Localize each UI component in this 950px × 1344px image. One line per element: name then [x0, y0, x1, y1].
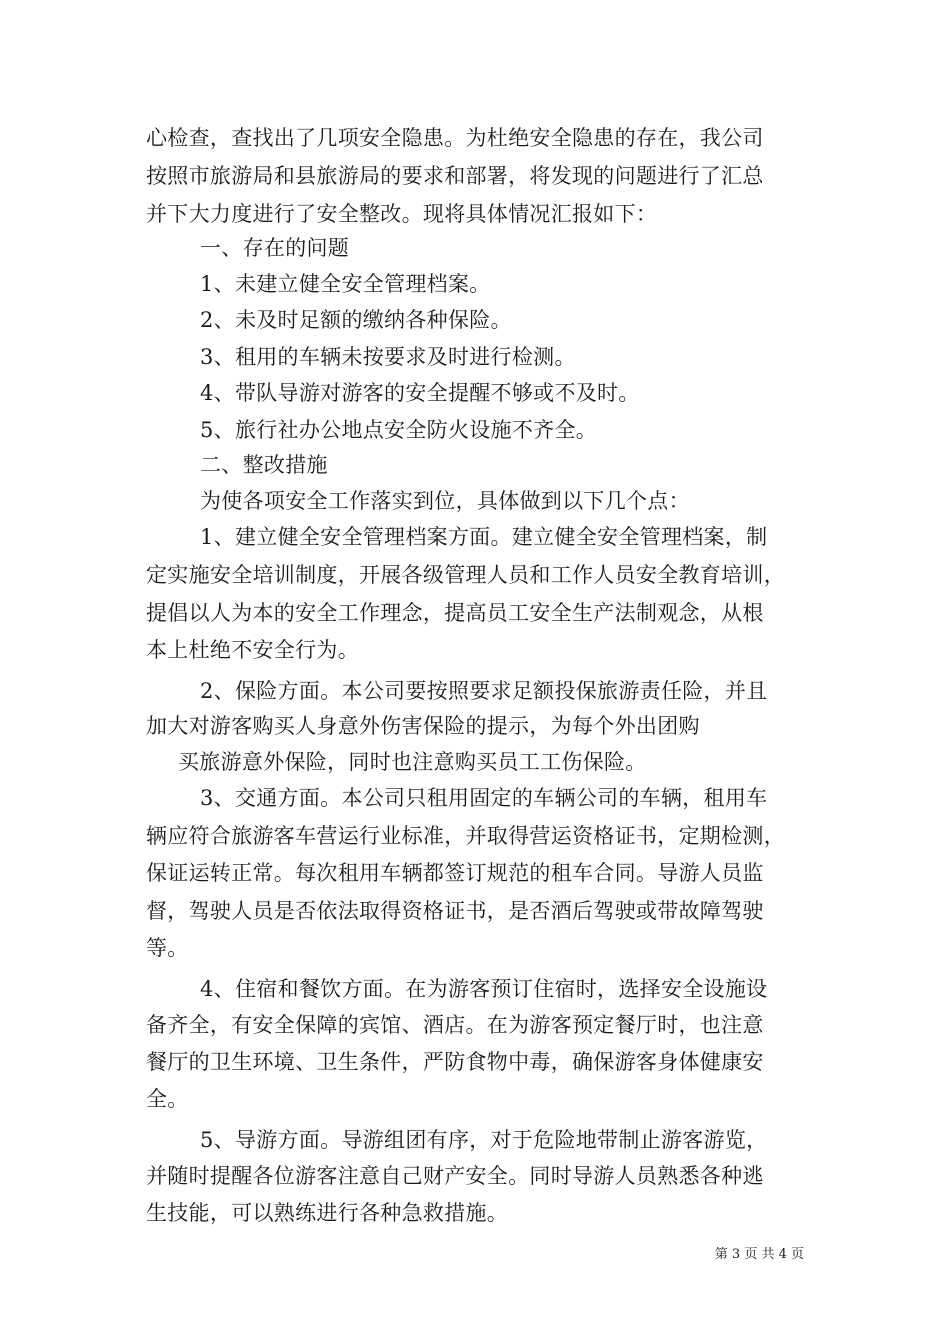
paragraph-line: 加大对游客购买人身意外伤害保险的提示，为每个外出团购: [146, 714, 700, 738]
paragraph-line: 餐厅的卫生环境、卫生条件，严防食物中毒，确保游客身体健康安: [146, 1050, 764, 1074]
paragraph-line: 定实施安全培训制度，开展各级管理人员和工作人员安全教育培训，: [146, 563, 785, 587]
paragraph-line: 本上杜绝不安全行为。: [146, 638, 359, 662]
list-item: 3、租用的车辆未按要求及时进行检测。: [200, 345, 576, 369]
paragraph-line: 4、住宿和餐饮方面。在为游客预订住宿时，选择安全设施设: [200, 977, 768, 1001]
section-heading: 二、整改措施: [200, 453, 328, 477]
paragraph-line: 生技能，可以熟练进行各种急救措施。: [146, 1201, 509, 1225]
paragraph-line: 督，驾驶人员是否依法取得资格证书，是否酒后驾驶或带故障驾驶: [146, 899, 764, 923]
paragraph-line: 等。: [146, 936, 189, 960]
paragraph-line: 保证运转正常。每次租用车辆都签订规范的租车合同。导游人员监: [146, 861, 764, 885]
paragraph-line: 3、交通方面。本公司只租用固定的车辆公司的车辆，租用车: [200, 786, 768, 810]
paragraph-line: 并下大力度进行了安全整改。现将具体情况汇报如下：: [146, 202, 658, 226]
paragraph-line: 提倡以人为本的安全工作理念，提高员工安全生产法制观念，从根: [146, 601, 764, 625]
paragraph-line: 5、导游方面。导游组团有序，对于危险地带制止游客游览，: [200, 1128, 768, 1152]
paragraph-line: 心检查，查找出了几项安全隐患。为杜绝安全隐患的存在，我公司: [146, 126, 764, 150]
page-number: 第 3 页 共 4 页: [714, 1247, 804, 1262]
list-item: 5、旅行社办公地点安全防火设施不齐全。: [200, 418, 598, 442]
paragraph-line: 辆应符合旅游客车营运行业标准，并取得营运资格证书，定期检测，: [146, 824, 785, 848]
paragraph-line: 备齐全，有安全保障的宾馆、酒店。在为游客预定餐厅时，也注意: [146, 1013, 764, 1037]
section-heading: 一、存在的问题: [200, 236, 350, 260]
list-item: 1、未建立健全安全管理档案。: [200, 272, 491, 296]
list-item: 4、带队导游对游客的安全提醒不够或不及时。: [200, 381, 640, 405]
paragraph-line: 并随时提醒各位游客注意自己财产安全。同时导游人员熟悉各种逃: [146, 1164, 764, 1188]
paragraph-line: 按照市旅游局和县旅游局的要求和部署，将发现的问题进行了汇总: [146, 164, 764, 188]
paragraph-line: 买旅游意外保险，同时也注意购买员工工伤保险。: [178, 750, 647, 774]
paragraph-line: 2、保险方面。本公司要按照要求足额投保旅游责任险，并且: [200, 679, 768, 703]
paragraph-line: 全。: [146, 1087, 189, 1111]
paragraph-line: 为使各项安全工作落实到位，具体做到以下几个点：: [200, 489, 690, 513]
paragraph-line: 1、建立健全安全管理档案方面。建立健全安全管理档案，制: [200, 525, 768, 549]
list-item: 2、未及时足额的缴纳各种保险。: [200, 308, 512, 332]
